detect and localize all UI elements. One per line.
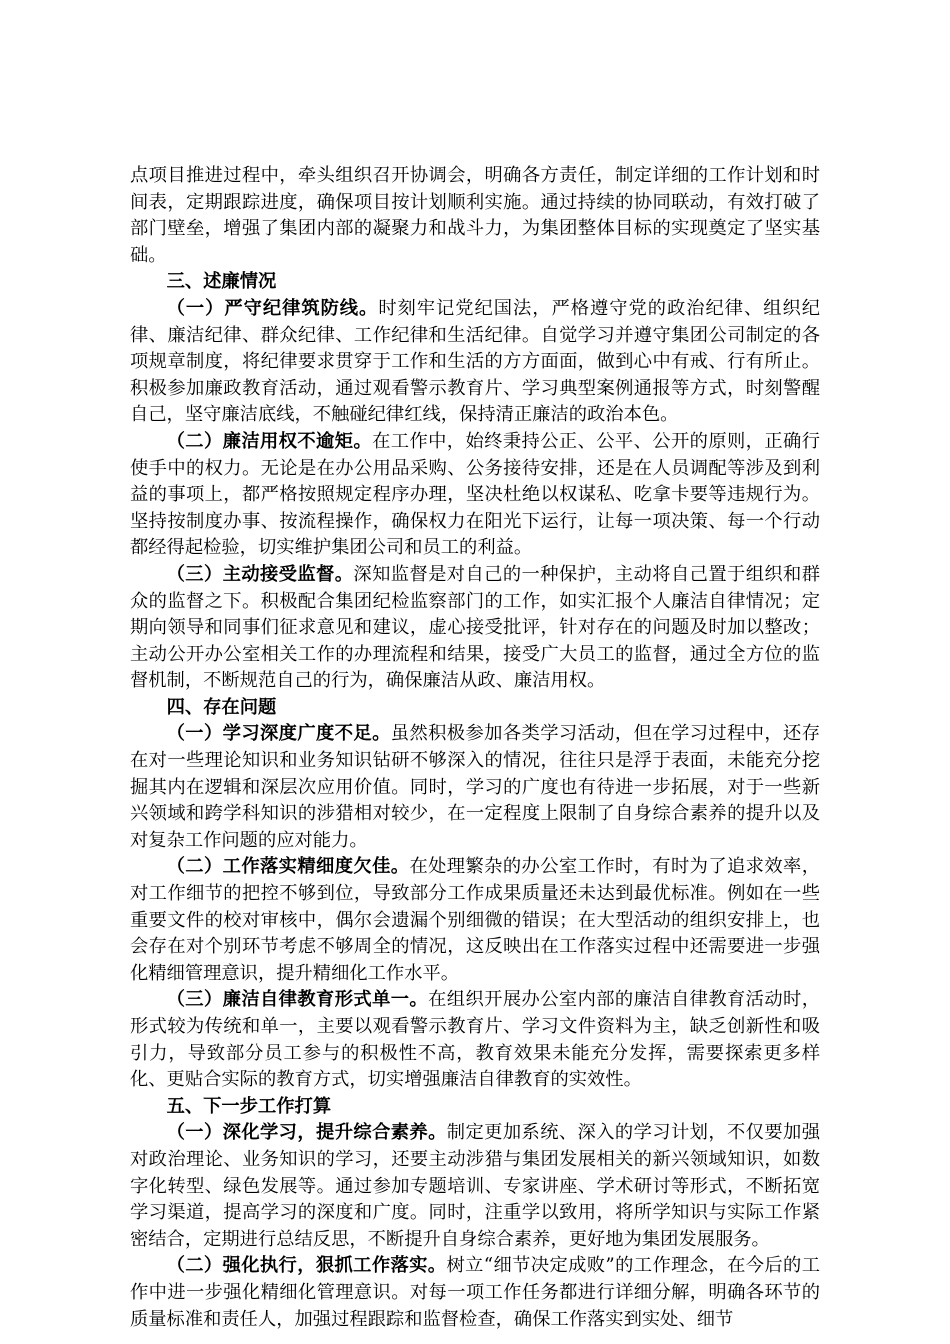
paragraph — [130, 562, 820, 695]
paragraph — [130, 1120, 820, 1253]
paragraph — [130, 1253, 820, 1333]
paragraph — [130, 721, 820, 854]
paragraph-lead: （三）廉洁自律教育形式单一。 — [166, 989, 429, 1011]
paragraph-lead: （三）主动接受监督。 — [166, 563, 354, 585]
paragraph-text: 在工作中，始终秉持公正、公平、公开的原则，正确行使手中的权力。无论是在办公用品采购、公务接待安排，还是在人员调配等涉及到利益的事项上，都严格按照规定程序办理，坚决杜绝以权谋私、吃拿卡要等违规行为。坚持按制度办事、按流程操作，确保权力在阳光下运行，让每一项决策、每一个行动都经得起检验，切实维护集团公司和员工的利益。 — [130, 430, 821, 559]
paragraph-lead: （二）工作落实精细度欠佳。 — [166, 856, 410, 878]
paragraph-text: 时刻牢记党纪国法，严格遵守党的政治纪律、组织纪律、廉洁纪律、群众纪律、工作纪律和生活纪律。自觉学习并遵守集团公司制定的各项规章制度，将纪律要求贯穿于工作和生活的方方面面，做到心中有戒、行有所止。积极参加廉政教育活动，通过观看警示教育片、学习典型案例通报等方式，时刻警醒自己，坚守廉洁底线，不触碰纪律红线，保持清正廉洁的政治本色。 — [130, 297, 821, 426]
paragraph-text: 树立“细节决定成败”的工作理念，在今后的工作中进一步强化精细化管理意识。对每一项工作任务都进行详细分解，明确各环节的质量标准和责任人，加强过程跟踪和监督检查，确保工作落实到实处、细节 — [130, 1255, 820, 1330]
paragraph-text: 制定更加系统、深入的学习计划，不仅要加强对政治理论、业务知识的学习，还要主动涉猎与集团发展相关的新兴领域知识，如数字化转型、绿色发展等。通过参加专题培训、专家讲座、学术研讨等形式，不断拓宽学习渠道，提高学习的深度和广度。同时，注重学以致用，将所学知识与实际工作紧密结合，定期进行总结反思，不断提升自身综合素养，更好地为集团发展服务。 — [130, 1122, 821, 1250]
paragraph — [130, 854, 820, 987]
paragraph — [130, 429, 820, 562]
paragraph-text: 在组织开展办公室内部的廉洁自律教育活动时，形式较为传统和单一，主要以观看警示教育片、学习文件资料为主，缺乏创新性和吸引力，导致部分员工参与的积极性不高，教育效果未能充分发挥，需要探索更多样化、更贴合实际的教育方式，切实增强廉洁自律教育的实效性。 — [130, 989, 821, 1091]
paragraph-lead: （二）廉洁用权不逾矩。 — [166, 430, 373, 452]
paragraph-text: 在处理繁杂的办公室工作时，有时为了追求效率，对工作细节的把控不够到位，导致部分工作成果质量还未达到最优标准。例如在一些重要文件的校对审核中，偶尔会遗漏个别细微的错误；在大型活动的组织安排上，也会存在对个别环节考虑不够周全的情况，这反映出在工作落实过程中还需要进一步强化精细管理意识，提升精细化工作水平。 — [130, 856, 821, 984]
document-body — [130, 163, 820, 1333]
paragraph-lead: （一）深化学习，提升综合素养。 — [166, 1122, 447, 1144]
paragraph — [130, 296, 820, 429]
paragraph-lead: （一）严守纪律筑防线。 — [166, 297, 379, 319]
paragraph-continuation: 点项目推进过程中，牵头组织召开协调会，明确各方责任，制定详细的工作计划和时间表，定期跟踪进度，确保项目按计划顺利实施。通过持续的协同联动，有效打破了部门壁垒，增强了集团内部的凝聚力和战斗力，为集团整体目标的实现奠定了坚实基础。 — [130, 165, 820, 266]
paragraph — [130, 987, 820, 1093]
paragraph-lead: （一）学习深度广度不足。 — [166, 723, 391, 745]
paragraph-lead: （二）强化执行，狠抓工作落实。 — [166, 1255, 447, 1277]
paragraph-text: 虽然积极参加各类学习活动，但在学习过程中，还存在对一些理论知识和业务知识钻研不够深入的情况，往往只是浮于表面，未能充分挖掘其内在逻辑和深层次应用价值。同时，学习的广度也有待进一步拓展，对于一些新兴领域和跨学科知识的涉猎相对较少，在一定程度上限制了自身综合素养的提升以及对复杂工作问题的应对能力。 — [130, 723, 821, 851]
section-heading-4: 四、存在问题 — [166, 696, 277, 718]
paragraph-text: 深知监督是对自己的一种保护，主动将自己置于组织和群众的监督之下。积极配合集团纪检监察部门的工作，如实汇报个人廉洁自律情况；定期向领导和同事们征求意见和建议，虚心接受批评，针对存在的问题及时加以整改；主动公开办公室相关工作的办理流程和结果，接受广大员工的监督，通过全方位的监督机制，不断规范自己的行为，确保廉洁从政、廉洁用权。 — [130, 563, 821, 692]
section-heading-5: 五、下一步工作打算 — [166, 1095, 332, 1117]
section-heading-3: 三、述廉情况 — [166, 271, 277, 293]
